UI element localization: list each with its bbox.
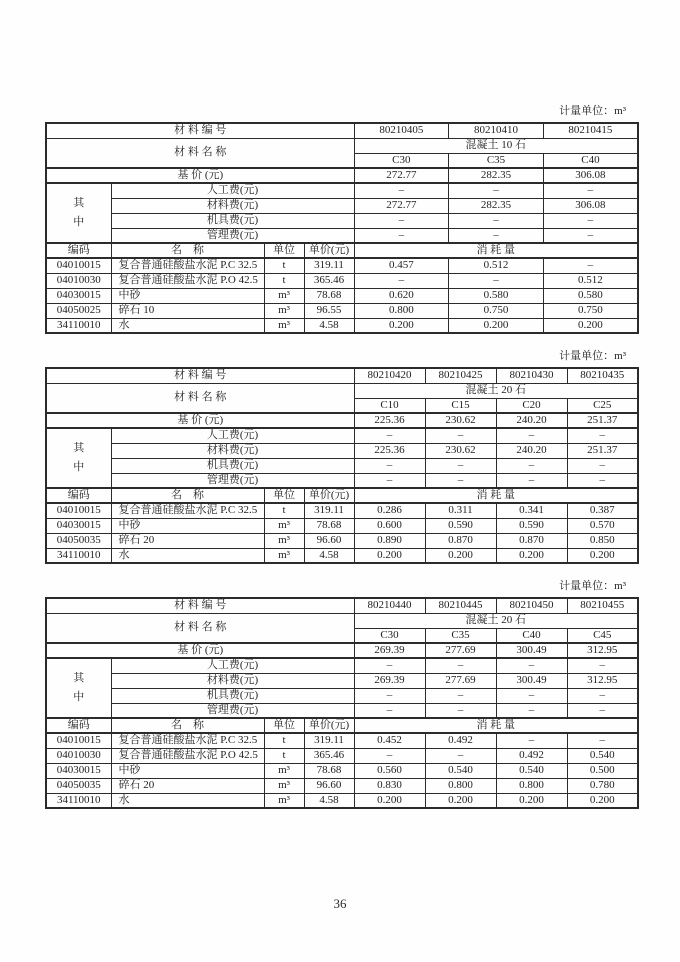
material-row bbox=[46, 303, 638, 318]
fee-label: 人工费(元) bbox=[111, 183, 354, 198]
fee-row bbox=[46, 658, 638, 673]
material-name-label: 材 料 名 称 bbox=[46, 383, 354, 413]
material-name-cell: 碎石 10 bbox=[111, 303, 264, 318]
column-header-row bbox=[46, 718, 638, 733]
material-unit-cell: m³ bbox=[264, 288, 304, 303]
tables-container bbox=[45, 0, 639, 809]
unit-price-column-header: 单价(元) bbox=[304, 718, 354, 733]
base-price-value: 272.77 bbox=[354, 168, 449, 183]
material-group-name: 混凝土 20 石 bbox=[354, 613, 638, 628]
grade-value: C30 bbox=[354, 153, 449, 168]
fee-value: – bbox=[354, 213, 449, 228]
material-price-table bbox=[45, 367, 639, 564]
fee-value: – bbox=[354, 658, 425, 673]
consumption-value-cell: 0.750 bbox=[543, 303, 638, 318]
base-price-value: 282.35 bbox=[449, 168, 544, 183]
material-code-row bbox=[46, 123, 638, 138]
among-char: 中 bbox=[73, 691, 85, 703]
consumption-value-cell: 0.512 bbox=[449, 258, 544, 273]
column-header-row bbox=[46, 243, 638, 258]
unit-column-header: 单位 bbox=[264, 488, 304, 503]
material-row bbox=[46, 548, 638, 563]
material-price-cell: 365.46 bbox=[304, 273, 354, 288]
grade-value: C10 bbox=[354, 398, 425, 413]
material-code-cell: 04010030 bbox=[46, 748, 111, 763]
material-price-cell: 365.46 bbox=[304, 748, 354, 763]
fee-label: 管理费(元) bbox=[111, 703, 354, 718]
consumption-header: 消 耗 量 bbox=[354, 488, 638, 503]
fee-value: – bbox=[425, 688, 496, 703]
material-unit-cell: m³ bbox=[264, 518, 304, 533]
base-price-row bbox=[46, 413, 638, 428]
base-price-value: 230.62 bbox=[425, 413, 496, 428]
material-code-value: 80210440 bbox=[354, 598, 425, 613]
fee-value: – bbox=[425, 458, 496, 473]
fee-row bbox=[46, 703, 638, 718]
consumption-value-cell: 0.600 bbox=[354, 518, 425, 533]
material-unit-cell: m³ bbox=[264, 548, 304, 563]
consumption-value-cell: 0.286 bbox=[354, 503, 425, 518]
fee-label: 材料费(元) bbox=[111, 198, 354, 213]
unit-price-column-header: 单价(元) bbox=[304, 488, 354, 503]
material-name-row bbox=[46, 138, 638, 153]
consumption-value-cell: – bbox=[567, 733, 638, 748]
consumption-value-cell: 0.830 bbox=[354, 778, 425, 793]
consumption-value-cell: 0.800 bbox=[354, 303, 449, 318]
fee-value: 312.95 bbox=[567, 673, 638, 688]
base-price-value: 300.49 bbox=[496, 643, 567, 658]
material-unit-cell: t bbox=[264, 503, 304, 518]
fee-label: 材料费(元) bbox=[111, 673, 354, 688]
consumption-value-cell: 0.200 bbox=[354, 318, 449, 333]
consumption-value-cell: 0.387 bbox=[567, 503, 638, 518]
table-body bbox=[46, 123, 638, 333]
consumption-value-cell: 0.800 bbox=[496, 778, 567, 793]
material-code-value: 80210430 bbox=[496, 368, 567, 383]
grade-value: C20 bbox=[496, 398, 567, 413]
material-code-cell: 04010015 bbox=[46, 503, 111, 518]
material-group-name: 混凝土 20 石 bbox=[354, 383, 638, 398]
material-code-cell: 04050035 bbox=[46, 778, 111, 793]
fee-value: – bbox=[425, 473, 496, 488]
material-price-table bbox=[45, 122, 639, 334]
fee-value: 272.77 bbox=[354, 198, 449, 213]
material-code-cell: 04030015 bbox=[46, 288, 111, 303]
material-name-cell: 水 bbox=[111, 793, 264, 808]
material-price-cell: 4.58 bbox=[304, 548, 354, 563]
material-unit-cell: m³ bbox=[264, 778, 304, 793]
consumption-value-cell: 0.311 bbox=[425, 503, 496, 518]
material-row bbox=[46, 793, 638, 808]
material-row bbox=[46, 733, 638, 748]
fee-value: – bbox=[543, 228, 638, 243]
fee-value: – bbox=[354, 703, 425, 718]
fee-value: 225.36 bbox=[354, 443, 425, 458]
code-column-header: 编码 bbox=[46, 718, 111, 733]
fee-value: – bbox=[567, 428, 638, 443]
consumption-value-cell: 0.457 bbox=[354, 258, 449, 273]
material-group-name: 混凝土 10 石 bbox=[354, 138, 638, 153]
fee-value: 282.35 bbox=[449, 198, 544, 213]
fee-value: – bbox=[567, 458, 638, 473]
grade-value: C40 bbox=[496, 628, 567, 643]
material-name-cell: 复合普通硅酸盐水泥 P.C 32.5 bbox=[111, 733, 264, 748]
fee-value: – bbox=[567, 703, 638, 718]
consumption-header: 消 耗 量 bbox=[354, 718, 638, 733]
consumption-value-cell: 0.500 bbox=[567, 763, 638, 778]
material-code-value: 80210405 bbox=[354, 123, 449, 138]
grade-value: C35 bbox=[425, 628, 496, 643]
fee-value: – bbox=[496, 658, 567, 673]
fee-row bbox=[46, 458, 638, 473]
fee-value: – bbox=[425, 703, 496, 718]
material-price-cell: 96.60 bbox=[304, 778, 354, 793]
name-column-header: 名 称 bbox=[111, 488, 264, 503]
consumption-value-cell: 0.452 bbox=[354, 733, 425, 748]
material-name-label: 材 料 名 称 bbox=[46, 138, 354, 168]
material-name-cell: 复合普通硅酸盐水泥 P.C 32.5 bbox=[111, 258, 264, 273]
material-row bbox=[46, 763, 638, 778]
fee-row bbox=[46, 198, 638, 213]
among-char: 中 bbox=[73, 216, 85, 228]
material-row bbox=[46, 288, 638, 303]
base-price-label: 基 价 (元) bbox=[46, 168, 354, 183]
consumption-value-cell: 0.200 bbox=[567, 548, 638, 563]
fee-row bbox=[46, 443, 638, 458]
fee-value: 300.49 bbox=[496, 673, 567, 688]
consumption-value-cell: – bbox=[425, 748, 496, 763]
material-price-cell: 78.68 bbox=[304, 518, 354, 533]
price-table-block bbox=[45, 103, 639, 334]
consumption-value-cell: 0.200 bbox=[354, 548, 425, 563]
fee-label: 管理费(元) bbox=[111, 228, 354, 243]
material-unit-cell: m³ bbox=[264, 533, 304, 548]
base-price-row bbox=[46, 643, 638, 658]
fee-value: – bbox=[449, 183, 544, 198]
fee-row bbox=[46, 673, 638, 688]
unit-note-label: 计量单位：m³ bbox=[559, 580, 626, 592]
material-name-cell: 复合普通硅酸盐水泥 P.C 32.5 bbox=[111, 503, 264, 518]
fee-value: – bbox=[354, 228, 449, 243]
consumption-value-cell: – bbox=[354, 748, 425, 763]
material-code-cell: 04010015 bbox=[46, 258, 111, 273]
among-char: 其 bbox=[73, 672, 85, 684]
column-header-row bbox=[46, 488, 638, 503]
material-unit-cell: t bbox=[264, 258, 304, 273]
grade-value: C45 bbox=[567, 628, 638, 643]
fee-value: – bbox=[567, 658, 638, 673]
material-code-value: 80210425 bbox=[425, 368, 496, 383]
material-code-label: 材 料 编 号 bbox=[46, 368, 354, 383]
material-row bbox=[46, 503, 638, 518]
material-price-cell: 96.55 bbox=[304, 303, 354, 318]
fee-label: 机具费(元) bbox=[111, 458, 354, 473]
material-code-cell: 04050035 bbox=[46, 533, 111, 548]
material-code-value: 80210420 bbox=[354, 368, 425, 383]
material-name-row bbox=[46, 613, 638, 628]
among-which-label bbox=[46, 658, 111, 718]
material-unit-cell: t bbox=[264, 748, 304, 763]
consumption-value-cell: 0.512 bbox=[543, 273, 638, 288]
material-unit-cell: m³ bbox=[264, 763, 304, 778]
fee-value: – bbox=[425, 428, 496, 443]
among-which-label bbox=[46, 183, 111, 243]
material-code-cell: 34110010 bbox=[46, 793, 111, 808]
grade-value: C25 bbox=[567, 398, 638, 413]
unit-note-label: 计量单位：m³ bbox=[559, 105, 626, 117]
consumption-value-cell: 0.200 bbox=[425, 793, 496, 808]
consumption-value-cell: 0.341 bbox=[496, 503, 567, 518]
material-code-cell: 04030015 bbox=[46, 518, 111, 533]
consumption-value-cell: 0.590 bbox=[425, 518, 496, 533]
material-name-cell: 水 bbox=[111, 548, 264, 563]
among-char: 其 bbox=[73, 197, 85, 209]
consumption-value-cell: 0.580 bbox=[449, 288, 544, 303]
material-price-cell: 319.11 bbox=[304, 733, 354, 748]
among-char: 其 bbox=[73, 442, 85, 454]
consumption-value-cell: 0.200 bbox=[496, 793, 567, 808]
fee-label: 机具费(元) bbox=[111, 213, 354, 228]
base-price-value: 306.08 bbox=[543, 168, 638, 183]
fee-value: – bbox=[354, 688, 425, 703]
consumption-value-cell: 0.560 bbox=[354, 763, 425, 778]
consumption-value-cell: 0.870 bbox=[496, 533, 567, 548]
material-name-cell: 碎石 20 bbox=[111, 778, 264, 793]
material-name-cell: 碎石 20 bbox=[111, 533, 264, 548]
base-price-value: 251.37 bbox=[567, 413, 638, 428]
material-code-cell: 34110010 bbox=[46, 318, 111, 333]
price-table-block bbox=[45, 348, 639, 564]
page-number: 36 bbox=[333, 896, 347, 911]
consumption-value-cell: 0.620 bbox=[354, 288, 449, 303]
fee-value: 230.62 bbox=[425, 443, 496, 458]
consumption-value-cell: – bbox=[543, 258, 638, 273]
unit-column-header: 单位 bbox=[264, 718, 304, 733]
fee-value: – bbox=[354, 428, 425, 443]
consumption-value-cell: – bbox=[354, 273, 449, 288]
consumption-value-cell: 0.200 bbox=[496, 548, 567, 563]
consumption-value-cell: 0.200 bbox=[567, 793, 638, 808]
fee-value: 269.39 bbox=[354, 673, 425, 688]
fee-value: 251.37 bbox=[567, 443, 638, 458]
fee-label: 机具费(元) bbox=[111, 688, 354, 703]
consumption-header: 消 耗 量 bbox=[354, 243, 638, 258]
material-price-cell: 78.68 bbox=[304, 763, 354, 778]
material-name-cell: 复合普通硅酸盐水泥 P.O 42.5 bbox=[111, 748, 264, 763]
fee-value: – bbox=[354, 458, 425, 473]
code-column-header: 编码 bbox=[46, 488, 111, 503]
consumption-value-cell: 0.200 bbox=[449, 318, 544, 333]
fee-value: – bbox=[496, 473, 567, 488]
fee-row bbox=[46, 183, 638, 198]
material-code-cell: 34110010 bbox=[46, 548, 111, 563]
name-column-header: 名 称 bbox=[111, 243, 264, 258]
fee-row bbox=[46, 213, 638, 228]
material-name-cell: 中砂 bbox=[111, 518, 264, 533]
material-row bbox=[46, 533, 638, 548]
consumption-value-cell: 0.890 bbox=[354, 533, 425, 548]
consumption-value-cell: 0.540 bbox=[496, 763, 567, 778]
material-price-cell: 4.58 bbox=[304, 318, 354, 333]
material-unit-cell: t bbox=[264, 733, 304, 748]
name-column-header: 名 称 bbox=[111, 718, 264, 733]
material-code-label: 材 料 编 号 bbox=[46, 598, 354, 613]
consumption-value-cell: 0.800 bbox=[425, 778, 496, 793]
material-code-value: 80210445 bbox=[425, 598, 496, 613]
fee-value: – bbox=[496, 703, 567, 718]
fee-row bbox=[46, 473, 638, 488]
fee-value: – bbox=[354, 473, 425, 488]
base-price-row bbox=[46, 168, 638, 183]
material-price-table bbox=[45, 597, 639, 809]
material-price-cell: 4.58 bbox=[304, 793, 354, 808]
material-row bbox=[46, 318, 638, 333]
material-row bbox=[46, 518, 638, 533]
fee-label: 材料费(元) bbox=[111, 443, 354, 458]
material-code-row bbox=[46, 598, 638, 613]
consumption-value-cell: 0.590 bbox=[496, 518, 567, 533]
consumption-value-cell: 0.200 bbox=[425, 548, 496, 563]
among-char: 中 bbox=[73, 461, 85, 473]
material-name-cell: 中砂 bbox=[111, 288, 264, 303]
fee-value: – bbox=[449, 213, 544, 228]
base-price-value: 225.36 bbox=[354, 413, 425, 428]
fee-value: – bbox=[496, 428, 567, 443]
material-price-cell: 96.60 bbox=[304, 533, 354, 548]
material-name-cell: 水 bbox=[111, 318, 264, 333]
grade-value: C30 bbox=[354, 628, 425, 643]
unit-price-column-header: 单价(元) bbox=[304, 243, 354, 258]
fee-value: – bbox=[354, 183, 449, 198]
material-price-cell: 319.11 bbox=[304, 258, 354, 273]
consumption-value-cell: 0.540 bbox=[425, 763, 496, 778]
material-row bbox=[46, 778, 638, 793]
fee-value: – bbox=[567, 473, 638, 488]
unit-column-header: 单位 bbox=[264, 243, 304, 258]
consumption-value-cell: 0.750 bbox=[449, 303, 544, 318]
base-price-label: 基 价 (元) bbox=[46, 413, 354, 428]
fee-label: 人工费(元) bbox=[111, 658, 354, 673]
material-code-cell: 04010015 bbox=[46, 733, 111, 748]
fee-value: – bbox=[496, 458, 567, 473]
fee-row bbox=[46, 428, 638, 443]
consumption-value-cell: – bbox=[449, 273, 544, 288]
material-code-value: 80210410 bbox=[449, 123, 544, 138]
grade-value: C40 bbox=[543, 153, 638, 168]
consumption-value-cell: 0.200 bbox=[354, 793, 425, 808]
consumption-value-cell: 0.492 bbox=[496, 748, 567, 763]
consumption-value-cell: 0.200 bbox=[543, 318, 638, 333]
material-code-label: 材 料 编 号 bbox=[46, 123, 354, 138]
consumption-value-cell: 0.870 bbox=[425, 533, 496, 548]
grade-value: C35 bbox=[449, 153, 544, 168]
fee-value: – bbox=[567, 688, 638, 703]
material-price-cell: 78.68 bbox=[304, 288, 354, 303]
base-price-label: 基 价 (元) bbox=[46, 643, 354, 658]
consumption-value-cell: 0.580 bbox=[543, 288, 638, 303]
material-name-cell: 中砂 bbox=[111, 763, 264, 778]
material-code-cell: 04030015 bbox=[46, 763, 111, 778]
fee-row bbox=[46, 688, 638, 703]
consumption-value-cell: 0.570 bbox=[567, 518, 638, 533]
material-code-value: 80210415 bbox=[543, 123, 638, 138]
material-code-value: 80210450 bbox=[496, 598, 567, 613]
fee-value: 306.08 bbox=[543, 198, 638, 213]
fee-label: 管理费(元) bbox=[111, 473, 354, 488]
base-price-value: 269.39 bbox=[354, 643, 425, 658]
table-body bbox=[46, 598, 638, 808]
material-unit-cell: t bbox=[264, 273, 304, 288]
fee-value: – bbox=[543, 183, 638, 198]
code-column-header: 编码 bbox=[46, 243, 111, 258]
fee-value: – bbox=[449, 228, 544, 243]
base-price-value: 312.95 bbox=[567, 643, 638, 658]
fee-value: – bbox=[425, 658, 496, 673]
fee-value: – bbox=[543, 213, 638, 228]
fee-label: 人工费(元) bbox=[111, 428, 354, 443]
fee-value: – bbox=[496, 688, 567, 703]
unit-note-label: 计量单位：m³ bbox=[559, 350, 626, 362]
consumption-value-cell: 0.850 bbox=[567, 533, 638, 548]
fee-value: 240.20 bbox=[496, 443, 567, 458]
material-code-cell: 04010030 bbox=[46, 273, 111, 288]
table-body bbox=[46, 368, 638, 563]
material-price-cell: 319.11 bbox=[304, 503, 354, 518]
material-unit-cell: m³ bbox=[264, 303, 304, 318]
material-code-cell: 04050025 bbox=[46, 303, 111, 318]
material-row bbox=[46, 258, 638, 273]
material-name-label: 材 料 名 称 bbox=[46, 613, 354, 643]
among-which-label bbox=[46, 428, 111, 488]
fee-value: 277.69 bbox=[425, 673, 496, 688]
fee-row bbox=[46, 228, 638, 243]
material-row bbox=[46, 273, 638, 288]
consumption-value-cell: 0.492 bbox=[425, 733, 496, 748]
material-unit-cell: m³ bbox=[264, 318, 304, 333]
price-table-block bbox=[45, 578, 639, 809]
consumption-value-cell: – bbox=[496, 733, 567, 748]
consumption-value-cell: 0.540 bbox=[567, 748, 638, 763]
base-price-value: 277.69 bbox=[425, 643, 496, 658]
grade-value: C15 bbox=[425, 398, 496, 413]
base-price-value: 240.20 bbox=[496, 413, 567, 428]
consumption-value-cell: 0.780 bbox=[567, 778, 638, 793]
material-code-value: 80210435 bbox=[567, 368, 638, 383]
material-row bbox=[46, 748, 638, 763]
material-unit-cell: m³ bbox=[264, 793, 304, 808]
material-code-row bbox=[46, 368, 638, 383]
material-code-value: 80210455 bbox=[567, 598, 638, 613]
material-name-cell: 复合普通硅酸盐水泥 P.O 42.5 bbox=[111, 273, 264, 288]
material-name-row bbox=[46, 383, 638, 398]
